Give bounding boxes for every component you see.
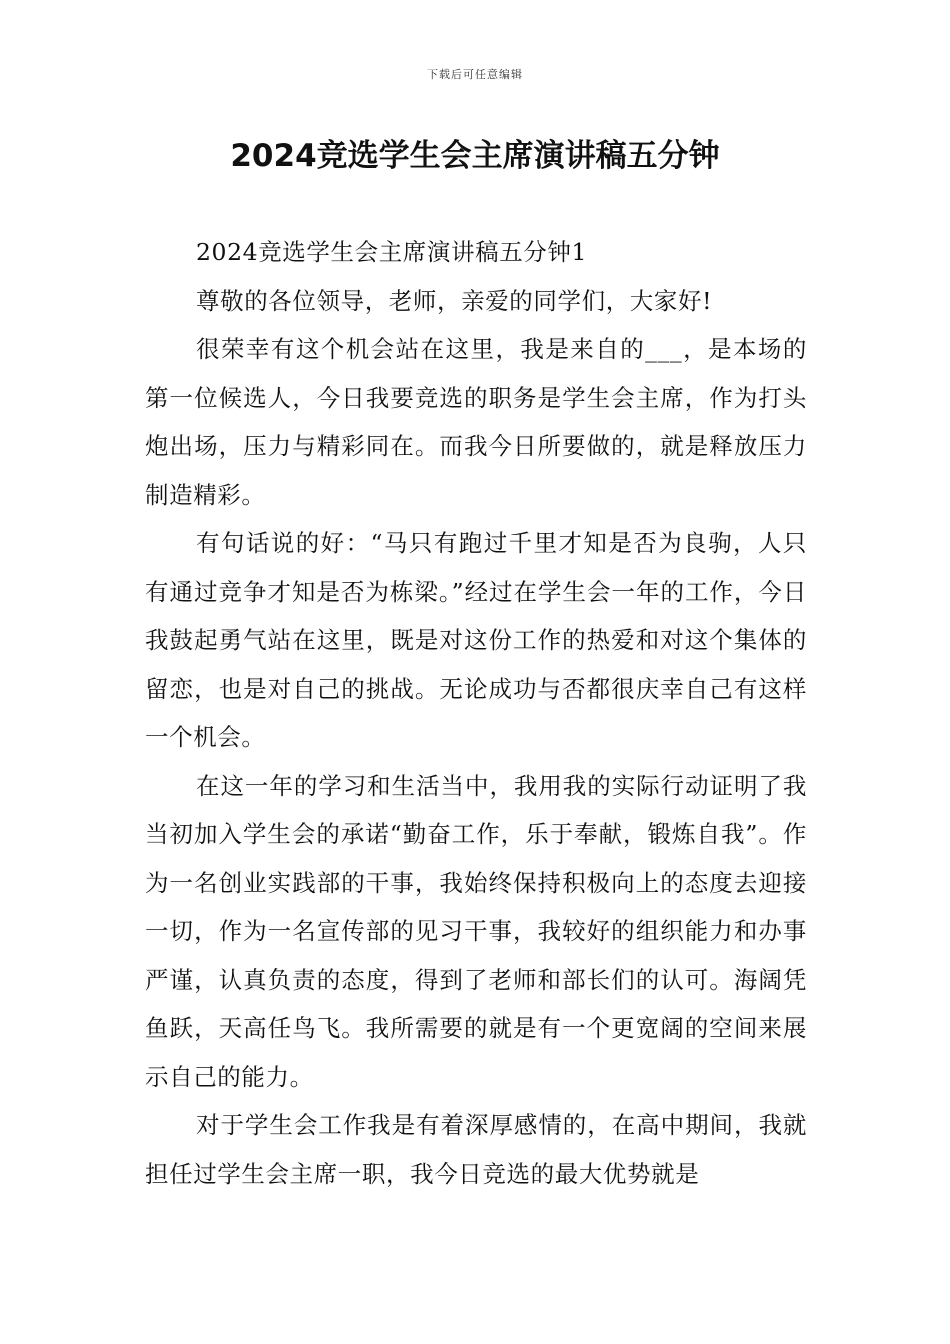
paragraph: 很荣幸有这个机会站在这里，我是来自的___，是本场的第一位候选人，今日我要竞选的职务是学生会主席，作为打头炮出场，压力与精彩同在。而我今日所要做的，就是释放压力制造精彩。 bbox=[145, 335, 807, 509]
paragraph-subtitle: 2024竞选学生会主席演讲稿五分钟1 bbox=[196, 238, 588, 266]
document-body bbox=[145, 228, 807, 1198]
paragraph-greeting: 尊敬的各位领导，老师，亲爱的同学们，大家好! bbox=[196, 286, 713, 315]
paragraph: 对于学生会工作我是有着深厚感情的，在高中期间，我就担任过学生会主席一职，我今日竞选的最大优势就是 bbox=[145, 1111, 807, 1188]
paragraph: 有句话说的好：“马只有跑过千里才知是否为良驹，人只有通过竞争才知是否为栋梁。”经过在学生会一年的工作，今日我鼓起勇气站在这里，既是对这份工作的热爱和对这个集体的留恋，也是对自己的挑战。无论成功与否都很庆幸自己有这样一个机会。 bbox=[145, 529, 807, 751]
document-title: 2024竞选学生会主席演讲稿五分钟 bbox=[230, 138, 720, 174]
paragraph: 在这一年的学习和生活当中，我用我的实际行动证明了我当初加入学生会的承诺“勤奋工作，乐于奉献，锻炼自我”。作为一名创业实践部的干事，我始终保持积极向上的态度去迎接一切，作为一名宣传部的见习干事，我较好的组织能力和办事严谨，认真负责的态度，得到了老师和部长们的认可。海阔凭鱼跃，天高任鸟飞。我所需要的就是有一个更宽阔的空间来展示自己的能力。 bbox=[145, 771, 807, 1091]
header-note: 下载后可任意编辑 bbox=[427, 68, 523, 81]
